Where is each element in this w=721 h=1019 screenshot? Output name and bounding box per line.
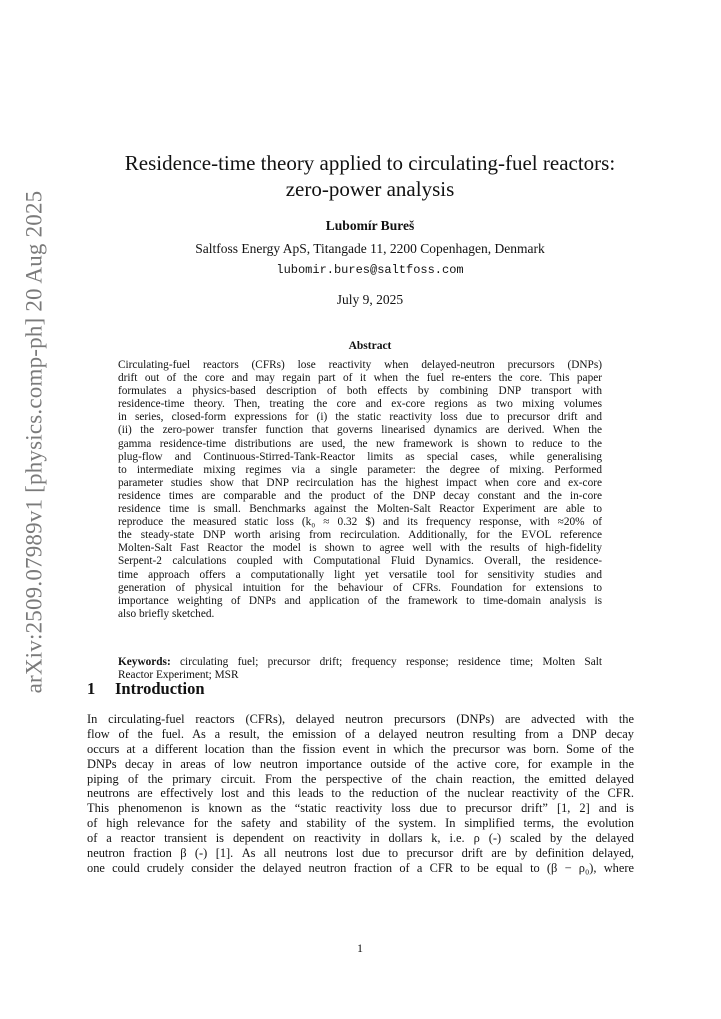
arxiv-identifier-text: arXiv:2509.07989v1 [physics.comp-ph] 20 Aug 2025 xyxy=(21,190,46,694)
body-line: DNPs decay in areas of low neutron importance outside of the active core, for example in the xyxy=(87,756,634,771)
abstract-line: to intermediate mixing regimes via a single parameter: the degree of mixing. Performed xyxy=(118,463,602,476)
author-affiliation: Saltfoss Energy ApS, Titangade 11, 2200 Copenhagen, Denmark xyxy=(195,241,545,256)
section-heading-introduction xyxy=(87,679,205,699)
abstract-line: plug-flow and Continuous-Stirred-Tank-Reactor limits as special cases, while generalising xyxy=(118,450,602,463)
abstract-line: residence time is small. Benchmarks against the Molten-Salt Reactor Experiment are able to xyxy=(118,503,602,516)
body-line: occurs at a different location than the fission event in which the precursor was born. Some of the xyxy=(87,741,634,756)
arxiv-identifier-stamp xyxy=(14,190,54,694)
abstract-line: parameter studies show that DNP recirculation has the highest impact when core and ex-core xyxy=(118,476,602,489)
body-line: flow of the fuel. As a result, the emission of a delayed neutron resulting from a DNP decay xyxy=(87,726,634,741)
paper-title-line-2: zero-power analysis xyxy=(285,177,455,201)
section-title: Introduction xyxy=(115,679,205,698)
abstract-line: Molten-Salt Fast Reactor the model is shown to agree well with the results of high-fidelity xyxy=(118,542,602,555)
abstract-line: formulates a physics-based description of both effects by combining DNP transport with xyxy=(118,385,602,398)
abstract-line: (ii) the zero-power transfer function that governs linearised dynamics are derived. When the xyxy=(118,424,602,437)
keywords-line-1 xyxy=(118,656,602,669)
keywords-line-2: Reactor Experiment; MSR xyxy=(118,669,239,682)
section-number: 1 xyxy=(87,679,96,698)
publication-date: July 9, 2025 xyxy=(336,292,404,307)
keywords-label: Keywords: xyxy=(118,656,171,668)
body-line: of a reactor transient is dependent on reactivity in dollars k, i.e. ρ (-) scaled by the delayed xyxy=(87,831,634,846)
abstract-line: drift out of the core and may regain part of it when the fuel re-enters the core. This paper xyxy=(118,372,602,385)
abstract-line: Serpent-2 calculations coupled with Computational Fluid Dynamics. Overall, the residence- xyxy=(118,555,602,568)
author-email: lubomir.bures@saltfoss.com xyxy=(276,263,464,277)
abstract-body xyxy=(118,359,602,621)
body-line: neutrons are effectively lost and this leads to the reduction of the nuclear reactivity of the CFR. xyxy=(87,786,634,801)
paper-title xyxy=(90,150,650,202)
body-line: This phenomenon is known as the “static reactivity loss due to precursor drift” [1, 2] and is xyxy=(87,801,634,816)
abstract-heading: Abstract xyxy=(348,340,392,352)
paper-title-line-1: Residence-time theory applied to circulating-fuel reactors: xyxy=(124,151,616,175)
page-number: 1 xyxy=(357,941,363,955)
body-line: of high relevance for the safety and stability of the system. In simplified terms, the evolution xyxy=(87,816,634,831)
body-line: piping of the primary circuit. From the perspective of the chain reaction, the emitted delayed xyxy=(87,771,634,786)
abstract-line: the steady-state DNP worth arising from recirculation. Additionally, for the EVOL reference xyxy=(118,529,602,542)
body-line: In circulating-fuel reactors (CFRs), delayed neutron precursors (DNPs) are advected with the xyxy=(87,712,634,726)
abstract-line: generation of physical intuition for the behaviour of CFRs. Foundation for extensions to xyxy=(118,581,602,594)
abstract-line: gamma residence-time distributions are used, the new framework is shown to reduce to the xyxy=(118,437,602,450)
abstract-line: importance weighting of DNPs and application of the framework to time-domain analysis is xyxy=(118,594,602,607)
abstract-line: in series, closed-form expressions for (i) the static reactivity loss due to precursor drift and xyxy=(118,411,602,424)
abstract-line: residence times are comparable and the product of the DNP decay constant and the in-core xyxy=(118,489,602,502)
abstract-line: residence-time theory. Then, treating the core and ex-core regions as two mixing volumes xyxy=(118,398,602,411)
keywords-text-1: circulating fuel; precursor drift; frequency response; residence time; Molten Salt xyxy=(170,656,602,668)
abstract-line: reproduce the measured static loss (k₀ ≈ 0.32 $) and its frequency response, with ≈20% of xyxy=(118,516,602,529)
body-line: one could crudely consider the delayed neutron fraction of a CFR to be equal to (β − ρ₀), where xyxy=(87,860,634,875)
abstract-line: time approach offers a computationally light yet versatile tool for sensitivity studies and xyxy=(118,568,602,581)
abstract-line: also briefly sketched. xyxy=(118,607,215,620)
abstract-line: Circulating-fuel reactors (CFRs) lose reactivity when delayed-neutron precursors (DNPs) xyxy=(118,359,602,371)
introduction-body xyxy=(87,712,634,876)
author-name: Lubomír Bureš xyxy=(325,218,415,233)
body-line: neutron fraction β (-) [1]. As all neutrons lost due to precursor drift are by definition delayed, xyxy=(87,846,634,861)
